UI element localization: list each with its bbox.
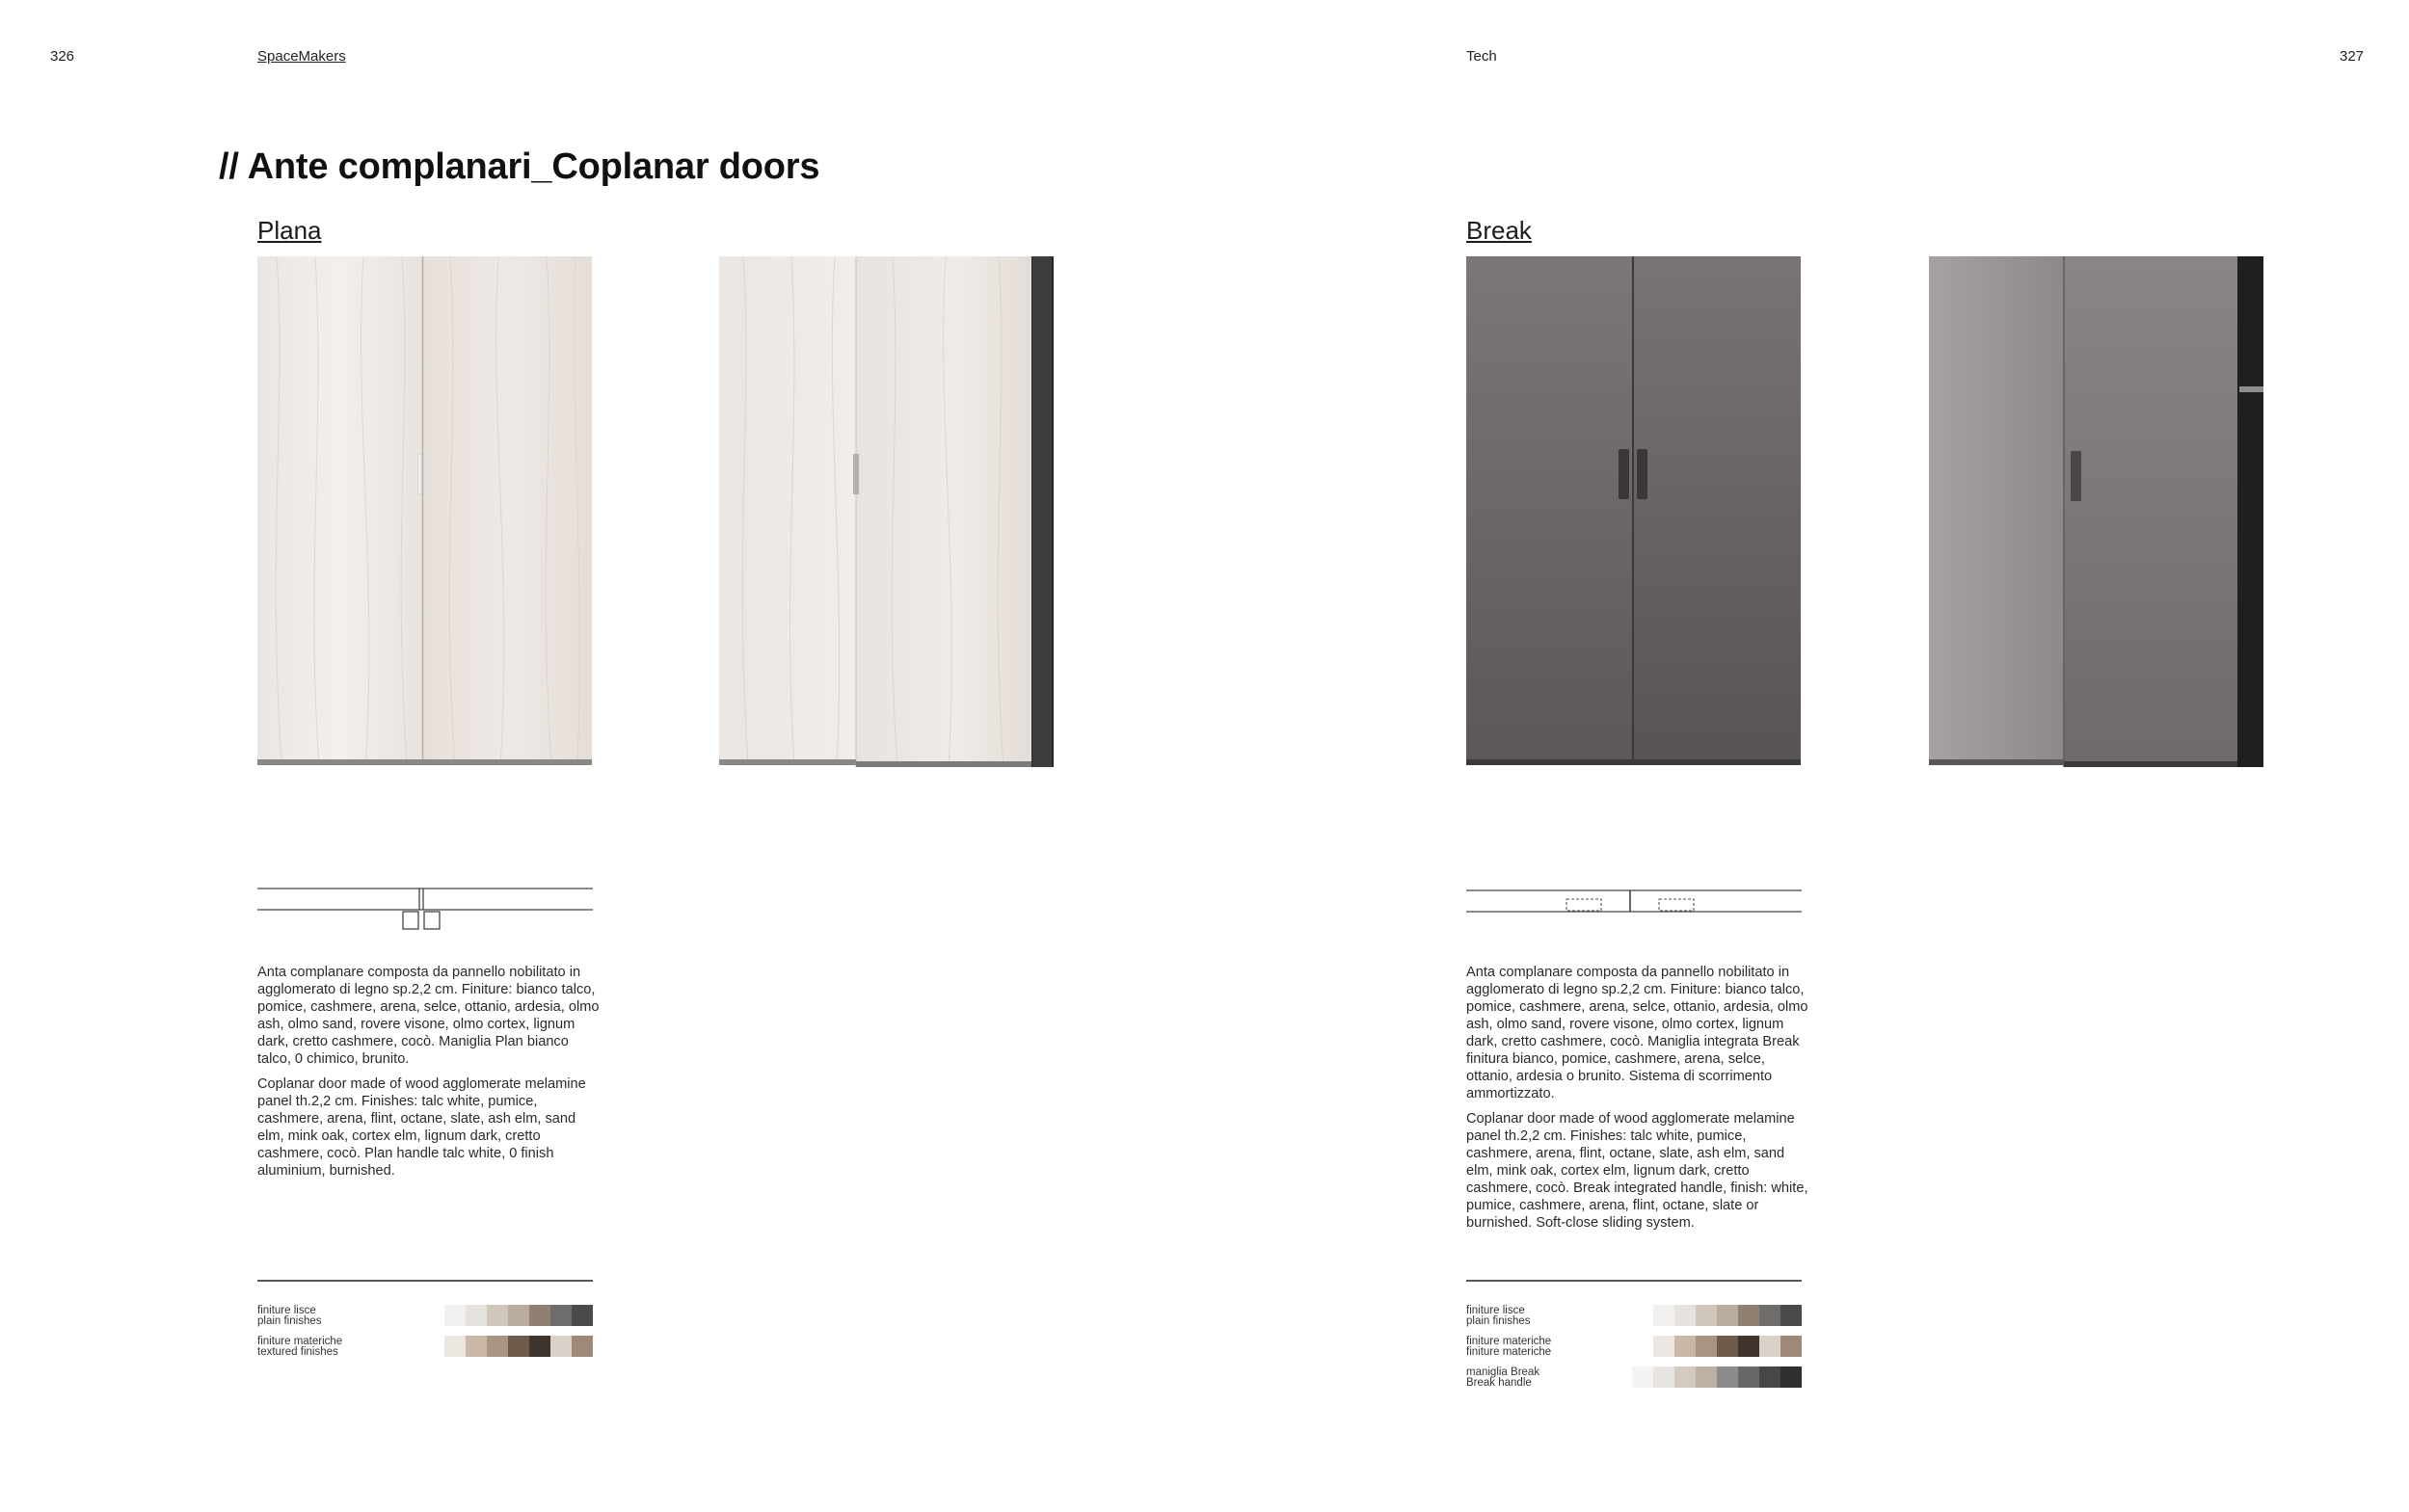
finish-swatch xyxy=(1696,1305,1717,1326)
break-handle-finishes-label xyxy=(1466,1367,1539,1389)
finish-swatch xyxy=(1738,1336,1759,1357)
break-technical-drawing xyxy=(1466,887,1802,915)
finish-swatch xyxy=(1674,1336,1696,1357)
finish-swatch xyxy=(1653,1336,1674,1357)
break-description xyxy=(1466,964,1813,1239)
break-textured-finishes-swatches xyxy=(1653,1336,1802,1357)
break-description-en: Coplanar door made of wood agglomerate melamine panel th.2,2 cm. Finishes: talc white, pumice, cashmere, arena, flint, octane, slate, ash elm, sand elm, mink oak, cortex elm, lignum dark, cretto cashmere, cocò. Break integrated handle, finish: white, pumice, cashmere, arena, flint, octane, slate or burnished. Soft-close sliding system. xyxy=(1466,1111,1808,1231)
finish-swatch xyxy=(1653,1305,1674,1326)
plana-plain-finishes-swatches xyxy=(444,1305,593,1326)
finish-swatch xyxy=(466,1305,487,1326)
finish-swatch xyxy=(1717,1305,1738,1326)
finish-swatch xyxy=(1674,1366,1696,1388)
label-en: Break handle xyxy=(1466,1377,1532,1389)
break-description-it: Anta complanare composta da pannello nobilitato in agglomerato di legno sp.2,2 cm. Finiture: bianco talco, pomice, cashmere, arena, selce, ottanio, ardesia, olmo ash, olmo sand, rovere visone, olmo cortex, lignum dark, cretto cashmere, cocò. Maniglia integrata Break finitura bianco, pomice, cashmere, arena, selce, ottanio, ardesia o brunito. Sistema di scorrimento ammortizzato. xyxy=(1466,965,1808,1101)
finish-swatch xyxy=(550,1336,572,1357)
break-plain-finishes-label xyxy=(1466,1306,1530,1327)
finish-swatch xyxy=(508,1305,529,1326)
plana-plain-finishes-label xyxy=(257,1306,321,1327)
finish-swatch xyxy=(487,1336,508,1357)
finish-swatch xyxy=(529,1305,550,1326)
break-plain-finishes-swatches xyxy=(1653,1305,1802,1326)
break-handle-finishes-swatches xyxy=(1632,1366,1802,1388)
plana-textured-finishes-swatches xyxy=(444,1336,593,1357)
label-it: maniglia Break xyxy=(1466,1366,1540,1378)
label-en: plain finishes xyxy=(257,1315,322,1327)
label-en: finiture materiche xyxy=(1466,1346,1552,1358)
page-number-right: 327 xyxy=(2340,48,2365,65)
label-en: textured finishes xyxy=(257,1346,338,1358)
plana-technical-drawing xyxy=(257,885,593,933)
label-it: finiture materiche xyxy=(1466,1336,1552,1347)
plana-description-it: Anta complanare composta da pannello nobilitato in agglomerato di legno sp.2,2 cm. Finiture: bianco talco, pomice, cashmere, arena, selce, ottanio, ardesia, olmo ash, olmo sand, rovere visone, olmo cortex, lignum dark, cretto cashmere, cocò. Maniglia Plan bianco talco, 0 chimico, brunito. xyxy=(257,965,600,1067)
plana-finishes-divider xyxy=(257,1280,593,1282)
header-spacemakers[interactable]: SpaceMakers xyxy=(257,48,346,65)
plana-front-image xyxy=(257,256,592,765)
finish-swatch xyxy=(1717,1366,1738,1388)
finish-swatch xyxy=(1674,1305,1696,1326)
break-finishes-divider xyxy=(1466,1280,1802,1282)
finish-swatch xyxy=(529,1336,550,1357)
finish-swatch xyxy=(1738,1366,1759,1388)
label-it: finiture lisce xyxy=(1466,1305,1525,1316)
plana-description xyxy=(257,964,604,1187)
break-front-image xyxy=(1466,256,1801,765)
finish-swatch xyxy=(1780,1305,1802,1326)
finish-swatch xyxy=(1696,1366,1717,1388)
break-textured-finishes-label xyxy=(1466,1337,1551,1358)
page-number-left: 326 xyxy=(50,48,75,65)
finish-swatch xyxy=(444,1305,466,1326)
page-title: // Ante complanari_Coplanar doors xyxy=(219,146,820,187)
product-title-plana: Plana xyxy=(257,216,322,245)
plana-textured-finishes-label xyxy=(257,1337,342,1358)
finish-swatch xyxy=(1632,1366,1653,1388)
finish-swatch xyxy=(1780,1366,1802,1388)
finish-swatch xyxy=(1653,1366,1674,1388)
finish-swatch xyxy=(1738,1305,1759,1326)
finish-swatch xyxy=(572,1305,593,1326)
finish-swatch xyxy=(550,1305,572,1326)
label-it: finiture lisce xyxy=(257,1305,316,1316)
finish-swatch xyxy=(1759,1336,1780,1357)
finish-swatch xyxy=(572,1336,593,1357)
finish-swatch xyxy=(1696,1336,1717,1357)
finish-swatch xyxy=(466,1336,487,1357)
label-it: finiture materiche xyxy=(257,1336,343,1347)
finish-swatch xyxy=(1717,1336,1738,1357)
label-en: plain finishes xyxy=(1466,1315,1531,1327)
finish-swatch xyxy=(444,1336,466,1357)
header-tech: Tech xyxy=(1466,48,1497,65)
finish-swatch xyxy=(487,1305,508,1326)
finish-swatch xyxy=(1759,1305,1780,1326)
finish-swatch xyxy=(508,1336,529,1357)
break-sliding-image xyxy=(1929,256,2263,767)
finish-swatch xyxy=(1780,1336,1802,1357)
product-title-break: Break xyxy=(1466,216,1532,245)
plana-description-en: Coplanar door made of wood agglomerate melamine panel th.2,2 cm. Finishes: talc white, pumice, cashmere, arena, flint, octane, slate, ash elm, sand elm, mink oak, cortex elm, lignum dark, cretto cashmere, cocò. Plan handle talc white, 0 finish aluminium, burnished. xyxy=(257,1076,586,1179)
finish-swatch xyxy=(1759,1366,1780,1388)
plana-sliding-image xyxy=(719,256,1054,767)
